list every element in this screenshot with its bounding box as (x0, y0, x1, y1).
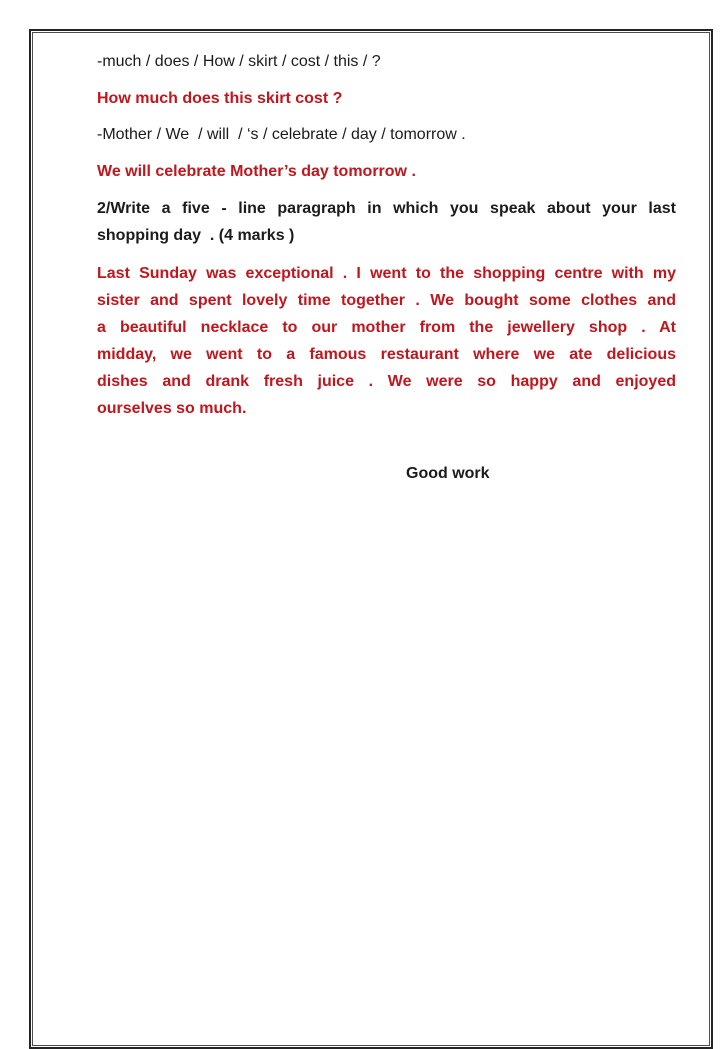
exercise1-prompt-2: -Mother / We / will / ‘s / celebrate / day / tomorrow . (97, 126, 466, 143)
page-content (97, 48, 676, 487)
answer-paragraph-line-6: ourselves so much. (97, 400, 247, 417)
exercise2-question-line-2: shopping day . (4 marks ) (97, 227, 295, 244)
answer-paragraph-line-3: a beautiful necklace to our mother from the jewellery shop . At (97, 319, 676, 336)
exercise1-prompt-1: -much / does / How / skirt / cost / this / ? (97, 53, 381, 70)
answer-paragraph-line-2: sister and spent lovely time together . We bought some clothes and (97, 292, 676, 309)
exercise2-question-line-1: 2/Write a five - line paragraph in which you speak about your last (97, 200, 676, 217)
exercise1-answer-2: We will celebrate Mother’s day tomorrow . (97, 163, 416, 180)
answer-paragraph-line-1: Last Sunday was exceptional . I went to the shopping centre with my (97, 265, 676, 282)
exercise1-answer-1: How much does this skirt cost ? (97, 90, 343, 107)
answer-paragraph-line-4: midday, we went to a famous restaurant where we ate delicious (97, 346, 676, 363)
closing-remark: Good work (406, 465, 490, 482)
answer-paragraph-line-5: dishes and drank fresh juice . We were so happy and enjoyed (97, 373, 676, 390)
